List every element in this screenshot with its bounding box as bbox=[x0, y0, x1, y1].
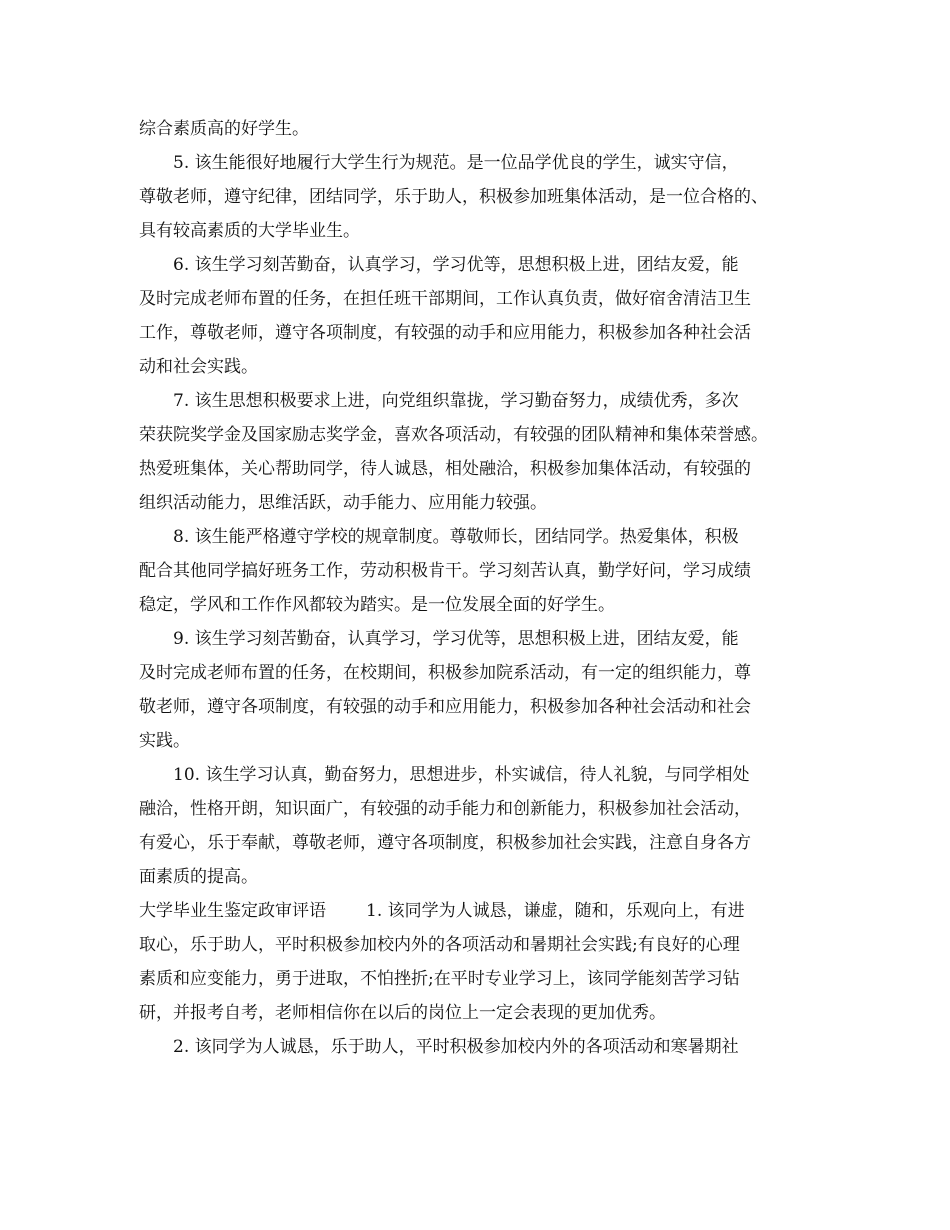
paragraph-item-6 bbox=[139, 248, 842, 384]
text-line: 及时完成老师布置的任务，在校期间，积极参加院系活动，有一定的组织能力，尊 bbox=[139, 663, 751, 683]
text-line: 综合素质高的好学生。 bbox=[139, 119, 309, 139]
paragraph-intro-tail bbox=[139, 112, 842, 146]
text-line: 8. 该生能严格遵守学校的规章制度。尊敬师长，团结同学。热爱集体，积极 bbox=[173, 527, 739, 547]
text-line: 5. 该生能很好地履行大学生行为规范。是一位品学优良的学生，诚实守信， bbox=[173, 153, 739, 173]
section-item-1-line-2: 取心，乐于助人，平时积极参加校内外的各项活动和暑期社会实践;有良好的心理 bbox=[139, 935, 740, 955]
text-line: 有爱心，乐于奉献，尊敬老师，遵守各项制度，积极参加社会实践，注意自身各方 bbox=[139, 833, 751, 853]
paragraph-item-7 bbox=[139, 384, 842, 520]
text-line: 面素质的提高。 bbox=[139, 867, 258, 887]
section-item-1-line-4: 研，并报考自考，老师相信你在以后的岗位上一定会表现的更加优秀。 bbox=[139, 1003, 666, 1023]
text-line: 具有较高素质的大学毕业生。 bbox=[139, 221, 360, 241]
text-line: 热爱班集体，关心帮助同学，待人诚恳，相处融洽，积极参加集体活动，有较强的 bbox=[139, 459, 751, 479]
paragraph-item-9 bbox=[139, 622, 842, 758]
text-line: 动和社会实践。 bbox=[139, 357, 258, 377]
text-line: 组织活动能力，思维活跃，动手能力、应用能力较强。 bbox=[139, 493, 547, 513]
section-evaluation bbox=[139, 894, 842, 1064]
paragraph-item-8 bbox=[139, 520, 842, 622]
text-line: 敬老师，遵守各项制度，有较强的动手和应用能力，积极参加各种社会活动和社会 bbox=[139, 697, 751, 717]
text-line: 融洽，性格开朗，知识面广，有较强的动手能力和创新能力，积极参加社会活动， bbox=[139, 799, 751, 819]
paragraph-item-10 bbox=[139, 758, 842, 894]
text-line: 荣获院奖学金及国家励志奖学金，喜欢各项活动，有较强的团队精神和集体荣誉感。 bbox=[139, 425, 768, 445]
paragraph-item-5 bbox=[139, 146, 842, 248]
text-line: 尊敬老师，遵守纪律，团结同学，乐于助人，积极参加班集体活动，是一位合格的、 bbox=[139, 187, 768, 207]
section-item-1-line-3: 素质和应变能力，勇于进取，不怕挫折;在平时专业学习上，该同学能刻苦学习钻 bbox=[139, 969, 740, 989]
section-first-line bbox=[139, 894, 842, 928]
text-line: 稳定，学风和工作作风都较为踏实。是一位发展全面的好学生。 bbox=[139, 595, 615, 615]
text-line: 工作，尊敬老师，遵守各项制度，有较强的动手和应用能力，积极参加各种社会活 bbox=[139, 323, 751, 343]
text-line: 配合其他同学搞好班务工作，劳动积极肯干。学习刻苦认真，勤学好问，学习成绩 bbox=[139, 561, 751, 581]
text-line: 实践。 bbox=[139, 731, 190, 751]
text-line: 10. 该生学习认真，勤奋努力，思想进步，朴实诚信，待人礼貌，与同学相处 bbox=[173, 765, 750, 785]
text-line: 及时完成老师布置的任务，在担任班干部期间，工作认真负责，做好宿舍清洁卫生 bbox=[139, 289, 751, 309]
section-item-1-start: 1. 该同学为人诚恳，谦虚，随和，乐观向上，有进 bbox=[366, 901, 745, 921]
document-body bbox=[139, 112, 842, 894]
section-heading: 大学毕业生鉴定政审评语 bbox=[139, 901, 326, 921]
text-line: 7. 该生思想积极要求上进，向党组织靠拢，学习勤奋努力，成绩优秀，多次 bbox=[173, 391, 739, 411]
text-line: 9. 该生学习刻苦勤奋，认真学习，学习优等，思想积极上进，团结友爱，能 bbox=[173, 629, 739, 649]
text-line: 6. 该生学习刻苦勤奋，认真学习，学习优等，思想积极上进，团结友爱，能 bbox=[173, 255, 739, 275]
section-item-2-line-1: 2. 该同学为人诚恳，乐于助人，平时积极参加校内外的各项活动和寒暑期社 bbox=[173, 1037, 739, 1057]
